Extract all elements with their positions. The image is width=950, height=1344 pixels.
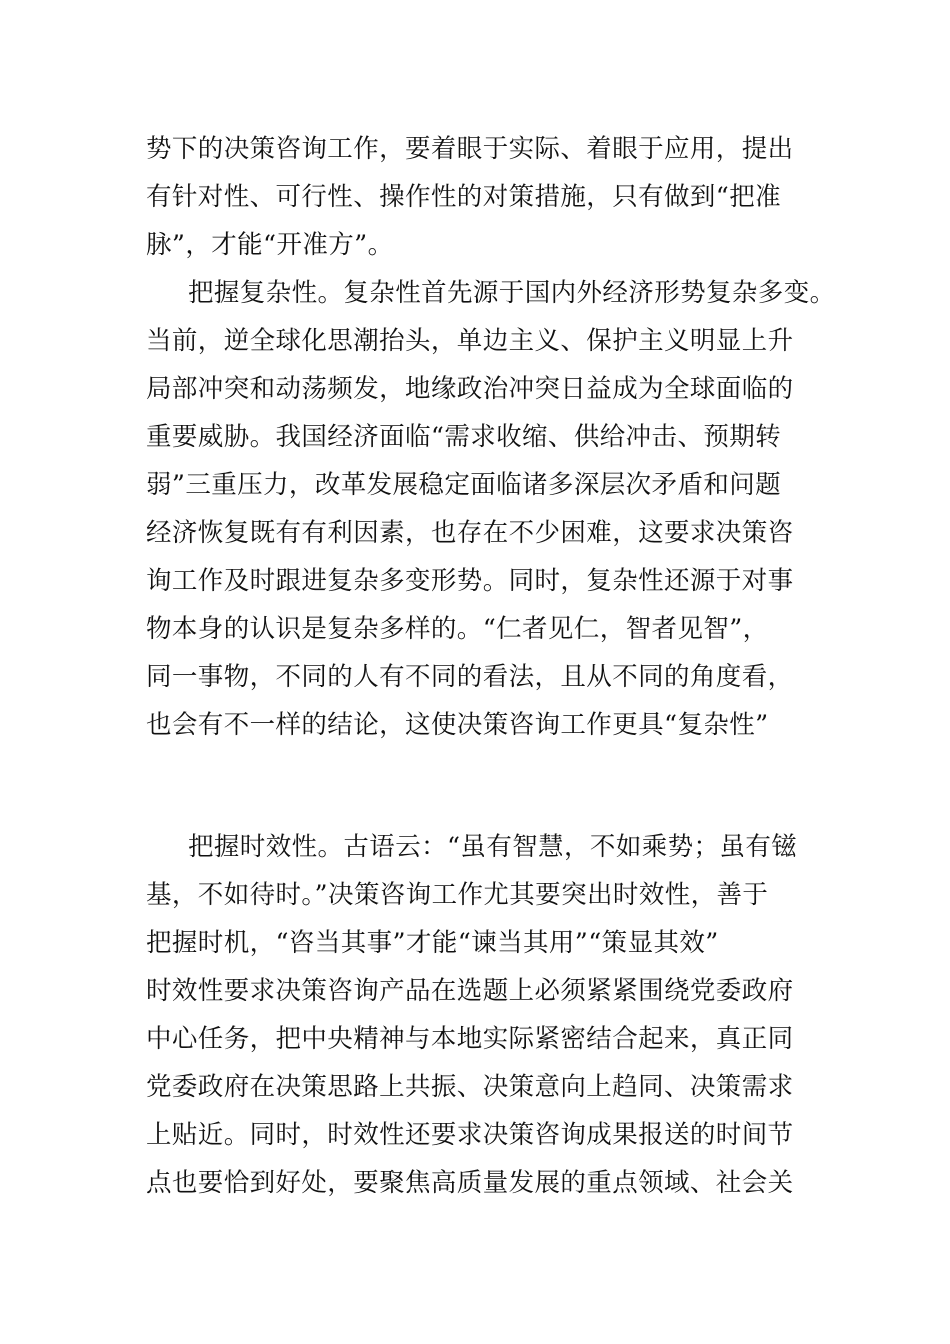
text-line: 党委政府在决策思路上共振、决策意向上趋同、决策需求	[146, 1072, 794, 1102]
text-line: 上贴近。同时，时效性还要求决策咨询成果报送的时间节	[146, 1120, 794, 1150]
text-line: 基，不如待时。”决策咨询工作尤其要突出时效性，善于	[146, 880, 769, 910]
text-line: 把握复杂性。复杂性首先源于国内外经济形势复杂多变。	[188, 278, 836, 308]
text-line: 点也要恰到好处，要聚焦高质量发展的重点领域、社会关	[146, 1168, 794, 1198]
text-line: 中心任务，把中央精神与本地实际紧密结合起来，真正同	[146, 1024, 794, 1054]
text-line: 经济恢复既有有利因素，也存在不少困难，这要求决策咨	[146, 518, 794, 548]
text-line: 重要威胁。我国经济面临“需求收缩、供给冲击、预期转	[146, 422, 782, 452]
text-line: 把握时机，“咨当其事”才能“谏当其用”“策显其效”	[146, 928, 719, 958]
text-line: 弱”三重压力，改革发展稳定面临诸多深层次矛盾和问题	[146, 470, 782, 500]
text-line: 物本身的认识是复杂多样的。“仁者见仁，智者见智”，	[146, 614, 769, 644]
text-line: 同一事物，不同的人有不同的看法，且从不同的角度看，	[146, 662, 794, 692]
text-line: 时效性要求决策咨询产品在选题上必须紧紧围绕党委政府	[146, 976, 794, 1006]
text-line: 有针对性、可行性、操作性的对策措施，只有做到“把准	[146, 182, 782, 212]
text-line: 当前，逆全球化思潮抬头，单边主义、保护主义明显上升	[146, 326, 794, 356]
text-line: 也会有不一样的结论，这使决策咨询工作更具“复杂性”	[146, 710, 769, 740]
text-line: 把握时效性。古语云：“虽有智慧，不如乘势；虽有镃	[188, 832, 798, 862]
text-line: 局部冲突和动荡频发，地缘政治冲突日益成为全球面临的	[146, 374, 794, 404]
text-line: 势下的决策咨询工作，要着眼于实际、着眼于应用，提出	[146, 134, 794, 164]
text-line: 询工作及时跟进复杂多变形势。同时，复杂性还源于对事	[146, 566, 794, 596]
text-line: 脉”，才能“开准方”。	[146, 230, 394, 260]
